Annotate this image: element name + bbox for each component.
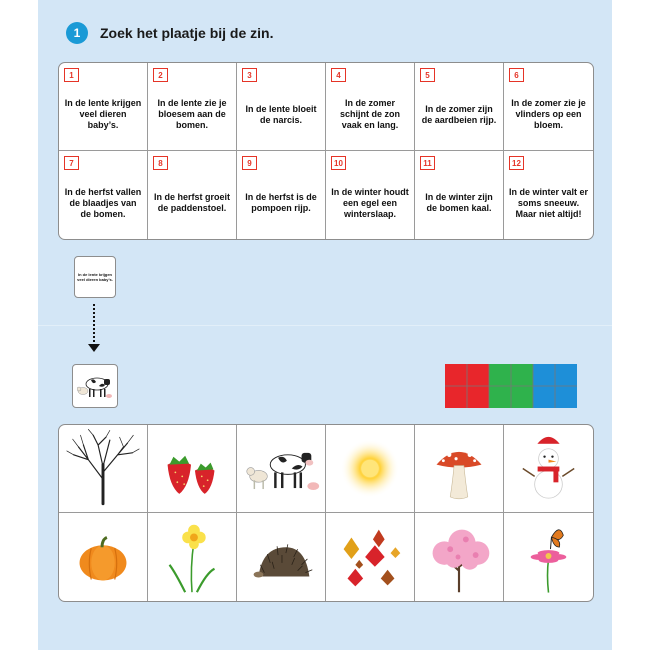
dotted-arrow-line [93,304,95,346]
blossom-tree-icon [415,513,503,601]
picture-card[interactable] [504,425,593,513]
picture-grid [58,424,594,602]
sentence-number: 4 [331,68,346,82]
sentence-number: 10 [331,156,346,170]
picture-card[interactable] [59,425,148,513]
sentence-card[interactable] [415,63,504,151]
workbook-page [38,0,612,650]
picture-card[interactable] [237,513,326,601]
sentence-card[interactable] [59,151,148,239]
picture-card[interactable] [415,513,504,601]
exercise-title: Zoek het plaatje bij de zin. [100,25,274,41]
example-picture-card[interactable] [72,364,118,408]
sentence-number: 12 [509,156,524,170]
sentence-number: 7 [64,156,79,170]
hedgehog-icon [237,513,325,601]
picture-card[interactable] [237,425,326,513]
sentence-card[interactable] [326,151,415,239]
sentence-number: 2 [153,68,168,82]
sentence-text: In de winter zijn de bomen kaal. [425,192,493,213]
sentence-number: 11 [420,156,435,170]
arrow-down-icon [88,344,100,352]
sentence-text: In de winter houdt een egel een winterslaap. [331,186,409,219]
autumn-leaves-icon [326,513,414,601]
snowman-icon [504,425,593,512]
sentence-number: 9 [242,156,257,170]
sentence-text: In de lente krijgen veel dieren baby’s. [64,98,142,130]
picture-card[interactable] [504,513,593,601]
sentence-text: In de zomer zijn de aardbeien rijp. [421,103,497,125]
strawberries-icon [148,425,236,512]
exercise-number: 1 [66,22,88,44]
sun-icon [326,425,414,512]
sentence-card[interactable] [148,151,237,239]
sentence-number: 5 [420,68,435,82]
farm-animals-icon [77,371,113,401]
sentence-text: In de zomer zie je vlinders op een bloem. [511,98,586,130]
sentence-number: 8 [153,156,168,170]
daffodil-icon [148,513,236,601]
sentence-text: In de zomer schijnt de zon vaak en lang. [339,98,400,130]
sentence-card[interactable] [415,151,504,239]
sentence-text: In de winter valt er soms sneeuw. Maar niet altijd! [508,186,589,219]
sentence-card[interactable] [59,63,148,151]
sentence-number: 1 [64,68,79,82]
farm-animals-icon [237,425,325,512]
example-sentence-card[interactable]: In de lente krijgen veel dieren baby’s. [74,256,116,298]
sentence-number: 6 [509,68,524,82]
sentence-text: In de herfst vallen de blaadjes van de bomen. [64,186,142,219]
sentence-card[interactable] [237,151,326,239]
sentence-card[interactable] [148,63,237,151]
picture-card[interactable] [326,513,415,601]
answer-checker-pattern [445,364,577,408]
picture-card[interactable] [148,513,237,601]
sentence-card[interactable] [504,63,593,151]
sentence-card[interactable] [326,63,415,151]
sentence-text: In de lente zie je bloesem aan de bomen. [157,98,227,130]
sentence-card[interactable] [237,63,326,151]
picture-card[interactable] [326,425,415,513]
picture-card[interactable] [148,425,237,513]
sentence-card[interactable] [504,151,593,239]
pumpkin-icon [59,513,147,601]
sentence-text: In de herfst is de pompoen rijp. [245,192,317,213]
butterfly-on-flower-icon [504,513,593,601]
sentence-text: In de herfst groeit de paddenstoel. [153,192,230,213]
page-fold [38,325,612,326]
sentence-number: 3 [242,68,257,82]
picture-card[interactable] [415,425,504,513]
sentence-grid [58,62,594,240]
mushroom-icon [415,425,503,512]
picture-card[interactable] [59,513,148,601]
sentence-text: In de lente bloeit de narcis. [245,103,317,125]
exercise-header [66,22,273,44]
bare-tree-icon [59,425,147,512]
